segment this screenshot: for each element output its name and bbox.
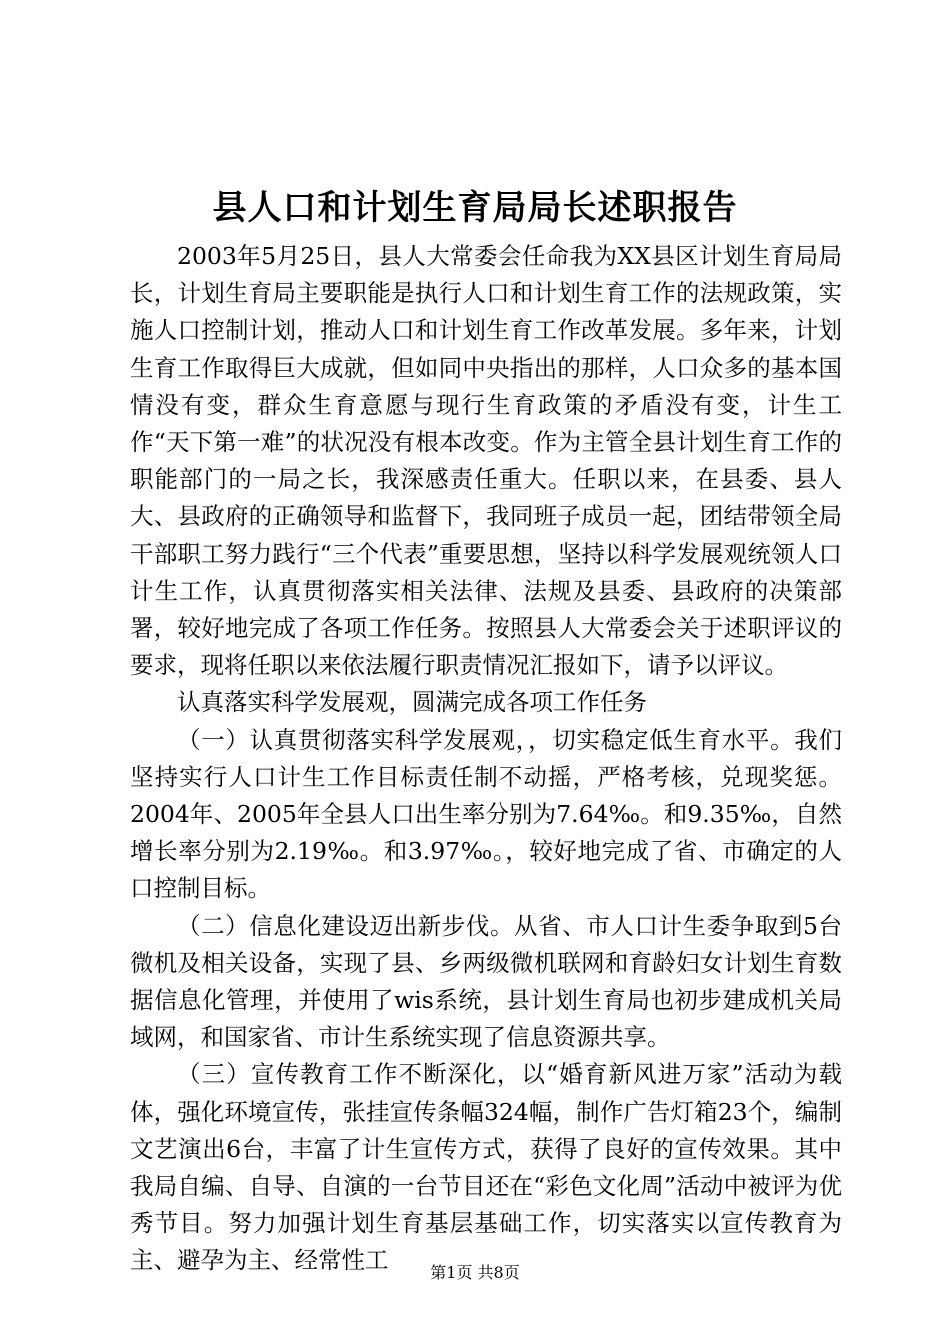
section-heading: 认真落实科学发展观，圆满完成各项工作任务 xyxy=(177,688,647,717)
paragraph-item-2: （二）信息化建设迈出新步伐。从省、市人口计生委争取到5台微机及相关设备，实现了县、乡两级微机联网和育龄妇女计划生育数据信息化管理，并使用了wis系统，县计划生育局也初步建成机关局域网，和国家省、市计生系统实现了信息资源共享。 xyxy=(130,911,842,1052)
page-number: 第1页 共8页 xyxy=(430,1263,520,1282)
paragraph-intro: 2003年5月25日，县人大常委会任命我为XX县区计划生育局局长，计划生育局主要职能是执行人口和计划生育工作的法规政策，实施人口控制计划，推动人口和计划生育工作改革发展。多年来，计划生育工作取得巨大成就，但如同中央指出的那样，人口众多的基本国情没有变，群众生育意愿与现行生育政策的矛盾没有变，计生工作“天下第一难”的状况没有根本改变。作为主管全县计划生育工作的职能部门的一局之长，我深感责任重大。任职以来，在县委、县人大、县政府的正确领导和监督下，我同班子成员一起，团结带领全局干部职工努力践行“三个代表”重要思想，坚持以科学发展观统领人口计生工作，认真贯彻落实相关法律、法规及县委、县政府的决策部署，较好地完成了各项工作任务。按照县人大常委会关于述职评议的要求，现将任职以来依法履行职责情况汇报如下，请予以评议。 xyxy=(130,242,842,680)
document-body xyxy=(130,238,842,1280)
document-title: 县人口和计划生育局局长述职报告 xyxy=(212,188,738,228)
paragraph-item-1: （一）认真贯彻落实科学发展观，，切实稳定低生育水平。我们坚持实行人口计生工作目标责任制不动摇，严格考核，兑现奖惩。2004年、2005年全县人口出生率分别为7.64‰。和9.35‰，自然增长率分别为2.19‰。和3.97‰。，较好地完成了省、市确定的人口控制目标。 xyxy=(130,725,842,903)
paragraph-item-3: （三）宣传教育工作不断深化，以“婚育新风进万家”活动为载体，强化环境宣传，张挂宣传条幅324幅，制作广告灯箱23个，编制文艺演出6台，丰富了计生宣传方式，获得了良好的宣传效果。其中我局自编、自导、自演的一台节目还在“彩色文化周”活动中被评为优秀节目。努力加强计划生育基层基础工作，切实落实以宣传教育为主、避孕为主、经常性工 xyxy=(130,1060,842,1275)
